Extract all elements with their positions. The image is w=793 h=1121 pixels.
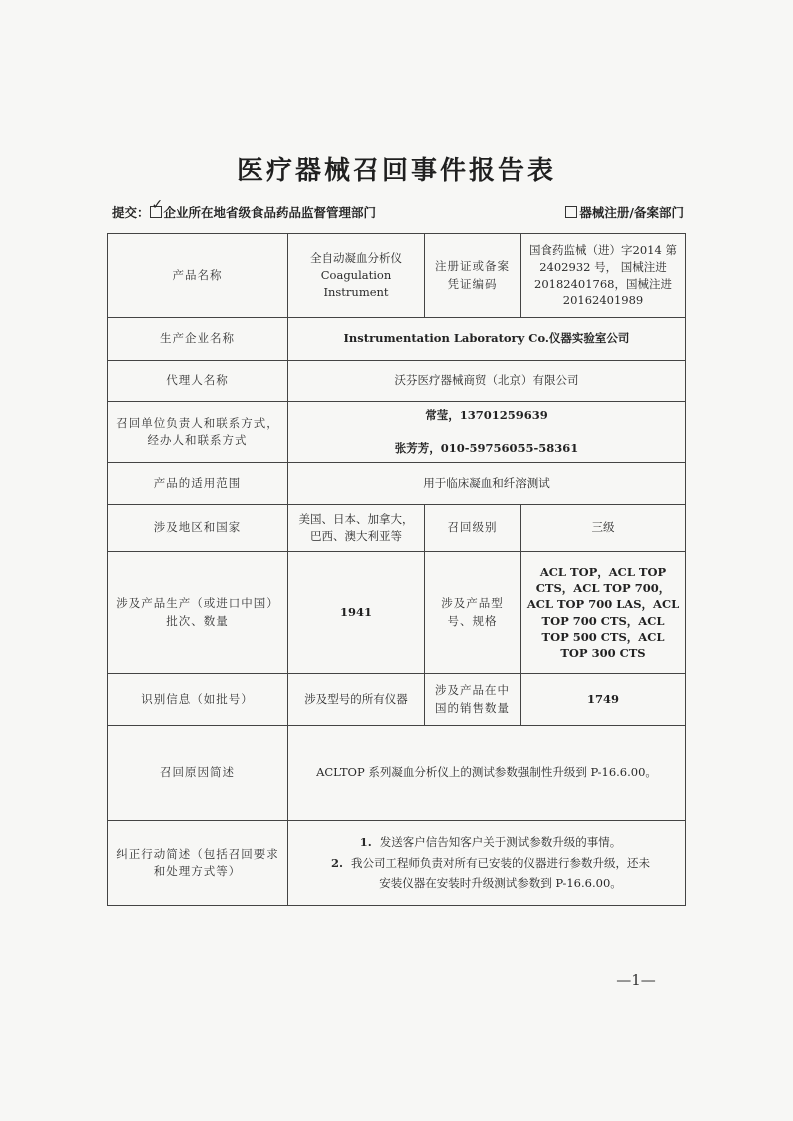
action-item-1 — [293, 834, 680, 851]
row-manufacturer — [108, 318, 686, 361]
action-item-2 — [293, 855, 680, 872]
label-contacts: 召回单位负责人和联系方式，经办人和联系方式 — [108, 402, 288, 463]
label-identification: 识别信息（如批号） — [108, 674, 288, 726]
label-recall-level: 召回级别 — [425, 505, 521, 552]
value-product-name: 全自动凝血分析仪 Coagulation Instrument — [288, 234, 425, 318]
submit-right-label: 器械注册/备案部门 — [579, 205, 684, 220]
label-action: 纠正行动简述（包括召回要求和处理方式等） — [108, 821, 288, 906]
unchecked-checkbox-icon[interactable] — [565, 206, 577, 218]
label-model: 涉及产品型号、规格 — [425, 552, 521, 674]
value-batch: 1941 — [288, 552, 425, 674]
value-contacts — [288, 402, 686, 463]
row-batch — [108, 552, 686, 674]
label-manufacturer: 生产企业名称 — [108, 318, 288, 361]
row-action — [108, 821, 686, 906]
label-agent: 代理人名称 — [108, 361, 288, 402]
action-item-1-text: 发送客户信告知客户关于测试参数升级的事情。 — [379, 835, 622, 850]
value-agent: 沃芬医疗器械商贸（北京）有限公司 — [288, 361, 686, 402]
recall-report-table — [107, 233, 686, 906]
row-contacts — [108, 402, 686, 463]
label-product-name: 产品名称 — [108, 234, 288, 318]
label-reason: 召回原因简述 — [108, 726, 288, 821]
action-item-2-continuation: 安装仪器在安装时升级测试参数到 P-16.6.00。 — [379, 875, 622, 890]
row-scope — [108, 463, 686, 505]
value-identification: 涉及型号的所有仪器 — [288, 674, 425, 726]
label-registration: 注册证或备案凭证编码 — [425, 234, 521, 318]
value-model: ACL TOP，ACL TOP CTS，ACL TOP 700，ACL TOP 700 LAS，ACL TOP 700 CTS，ACL TOP 500 CTS，ACL TOP 300 CTS — [521, 552, 686, 674]
contact-line-2: 张芳芳，010-59756055-58361 — [394, 441, 579, 455]
value-registration: 国食药监械（进）字2014 第 2402932 号， 国械注进 20182401768，国械注进 20162401989 — [521, 234, 686, 318]
label-regions: 涉及地区和国家 — [108, 505, 288, 552]
value-sales: 1749 — [521, 674, 686, 726]
value-recall-level: 三级 — [521, 505, 686, 552]
page-title: 医疗器械召回事件报告表 — [236, 156, 556, 186]
value-scope: 用于临床凝血和纤溶测试 — [288, 463, 686, 505]
submit-prefix: 提交： — [112, 205, 150, 220]
row-reason — [108, 726, 686, 821]
checked-checkbox-icon[interactable] — [150, 197, 164, 218]
value-regions: 美国、日本、加拿大，巴西、澳大利亚等 — [288, 505, 425, 552]
row-regions — [108, 505, 686, 552]
label-scope: 产品的适用范围 — [108, 463, 288, 505]
action-item-1-number: 1. — [359, 835, 372, 850]
check-mark: ✓ — [151, 197, 164, 213]
submit-left-label: 企业所在地省级食品药品监督管理部门 — [163, 205, 377, 220]
value-action — [288, 821, 686, 906]
value-reason: ACLTOP 系列凝血分析仪上的测试参数强制性升级到 P-16.6.00。 — [288, 726, 686, 821]
contact-line-1: 常莹，13701259639 — [425, 407, 548, 422]
action-item-2-text: 我公司工程师负责对所有已安装的仪器进行参数升级，还未 — [351, 856, 650, 871]
page-number: —1— — [616, 971, 656, 989]
label-batch: 涉及产品生产（或进口中国）批次、数量 — [108, 552, 288, 674]
submit-right-option — [565, 203, 684, 221]
row-agent — [108, 361, 686, 402]
row-identification — [108, 674, 686, 726]
value-manufacturer: Instrumentation Laboratory Co.仪器实验室公司 — [288, 318, 686, 361]
row-product-name — [108, 234, 686, 318]
action-item-2-number: 2. — [330, 856, 343, 871]
label-sales: 涉及产品在中国的销售数量 — [425, 674, 521, 726]
submit-left-option — [112, 197, 377, 221]
